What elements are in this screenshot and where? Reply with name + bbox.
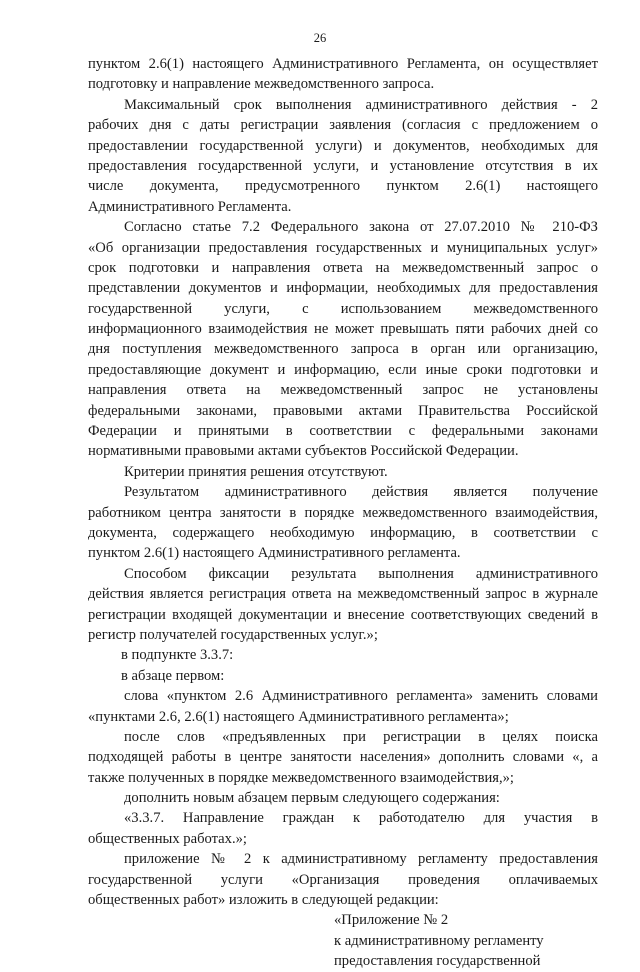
- text-line: «пунктами 2.6, 2.6(1) настоящего Административного регламента»;: [88, 708, 509, 725]
- text-line: предоставления государственной: [334, 953, 541, 970]
- text-line: «Приложение № 2: [334, 912, 449, 929]
- text-line: к административному регламенту: [334, 932, 544, 949]
- text-line: Максимальный срок выполнения административного действия - 2: [124, 96, 598, 113]
- text-line: в подпункте 3.3.7:: [121, 647, 234, 664]
- text-line: дня поступления межведомственного запроса в орган или организацию,: [88, 341, 598, 358]
- text-line: информационного взаимодействия не может превышать пяти рабочих дней со: [88, 321, 598, 338]
- text-line: общественных работ» изложить в следующей редакции:: [88, 892, 439, 909]
- text-line: работником центра занятости в порядке межведомственного взаимодействия,: [88, 504, 598, 521]
- text-line: регистрации входящей документации и внесение соответствующих сведений в: [88, 606, 598, 623]
- text-line: пунктом 2.6(1) настоящего Административного регламента.: [88, 545, 461, 562]
- text-line: срок подготовки и направления ответа на межведомственный запрос о: [88, 259, 598, 276]
- text-line: в абзаце первом:: [121, 667, 225, 684]
- text-line: Согласно статье 7.2 Федерального закона от 27.07.2010 № 210-ФЗ: [124, 219, 598, 236]
- text-line: предоставляющие документ и информацию, если иные сроки подготовки и: [88, 361, 598, 378]
- text-line: общественных работах.»;: [88, 830, 247, 847]
- text-line: пунктом 2.6(1) настоящего Административного Регламента, он осуществляет: [88, 56, 598, 72]
- text-line: Федерации и принятыми в соответствии с федеральными законами: [88, 423, 598, 440]
- text-line: государственной услуги «Организация проведения оплачиваемых: [88, 871, 598, 888]
- text-line: предоставлении государственной услуги) и документов, необходимых для: [88, 137, 598, 154]
- text-line: числе документа, предусмотренного пунктом 2.6(1) настоящего: [88, 178, 598, 195]
- text-line: «Об организации предоставления государственных и муниципальных услуг»: [88, 239, 598, 256]
- text-line: также полученных в порядке межведомственного взаимодействия,»;: [88, 769, 514, 786]
- text-line: регистр получателей государственных услуг.»;: [88, 626, 378, 643]
- text-line: государственной услуги, с использованием межведомственного: [88, 300, 598, 317]
- text-line: предоставления государственной услуги, и установление отсутствия в их: [88, 157, 598, 174]
- text-line: Критерии принятия решения отсутствуют.: [124, 463, 388, 480]
- text-line: подходящей работы в центре занятости населения» дополнить словами «, а: [88, 749, 598, 766]
- text-line: документа, содержащего необходимую информацию, в соответствии с: [88, 524, 598, 541]
- text-line: направления ответа на межведомственный запрос не установлены: [88, 382, 598, 399]
- text-line: «3.3.7. Направление граждан к работодателю для участия в: [124, 810, 598, 827]
- text-line: рабочих дня с даты регистрации заявления (согласия с предложением о: [88, 117, 598, 134]
- text-line: подготовку и направление межведомственного запроса.: [88, 76, 435, 93]
- text-line: Административного Регламента.: [88, 198, 292, 215]
- page-number: 26: [313, 31, 327, 45]
- text-line: федеральными законами, правовыми актами Правительства Российской: [88, 402, 598, 419]
- text-line: Способом фиксации результата выполнения административного: [124, 565, 598, 582]
- text-line: нормативными правовыми актами субъектов Российской Федерации.: [88, 443, 519, 460]
- body-text: [88, 54, 598, 972]
- text-line: представлении документов и информации, необходимых для предоставления: [88, 280, 598, 297]
- text-line: действия является регистрация ответа на межведомственный запрос в журнале: [88, 586, 598, 603]
- text-line: дополнить новым абзацем первым следующего содержания:: [124, 790, 500, 807]
- text-line: Результатом административного действия является получение: [124, 484, 598, 501]
- text-line: слова «пунктом 2.6 Административного регламента» заменить словами: [124, 688, 598, 705]
- text-line: после слов «предъявленных при регистрации в целях поиска: [124, 728, 598, 745]
- text-line: приложение № 2 к административному регламенту предоставления: [124, 851, 598, 868]
